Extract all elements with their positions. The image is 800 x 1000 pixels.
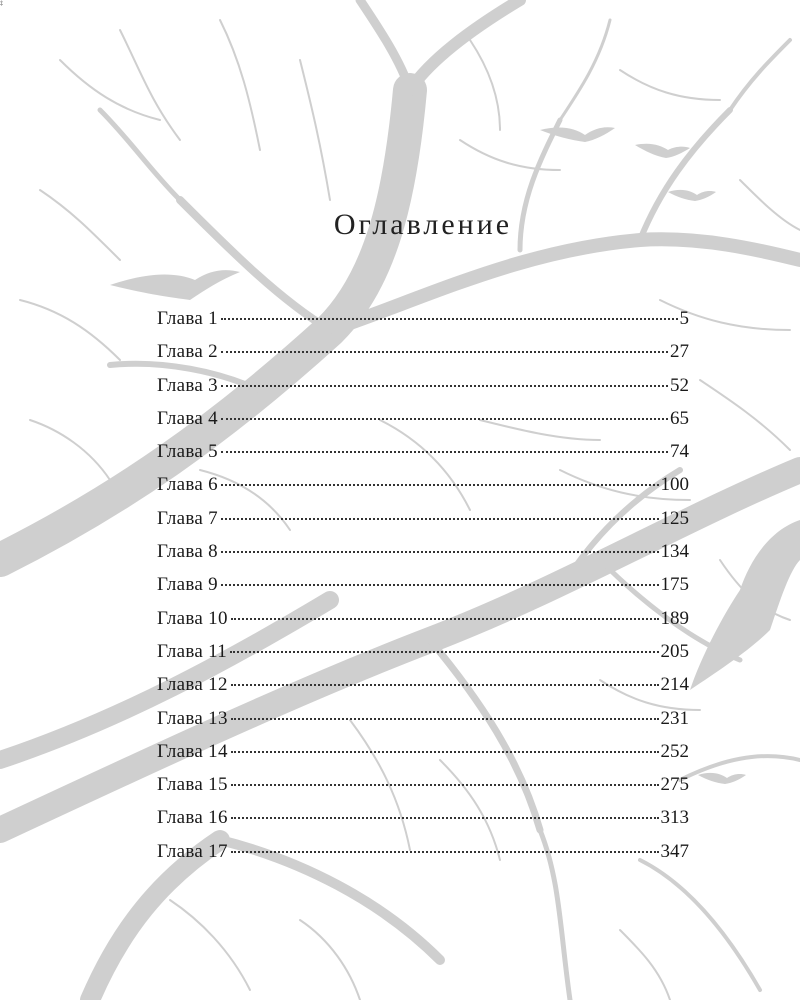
toc-entry-label: Глава 15 <box>157 774 228 796</box>
toc-entry-page: 5 <box>679 308 689 329</box>
toc-entry-label: Глава 8 <box>157 541 218 563</box>
toc-entry-16[interactable] <box>157 801 689 834</box>
toc-entry-5[interactable] <box>157 435 689 468</box>
toc-entry-label: Глава 11 <box>157 640 228 662</box>
toc-leader-dots <box>231 784 659 786</box>
toc-entry-label: Глава 12 <box>157 674 228 696</box>
toc-entry-page: 205 <box>660 640 689 662</box>
toc-entry-15[interactable] <box>157 768 689 801</box>
toc-entry-12[interactable] <box>157 668 689 701</box>
toc-entry-11[interactable] <box>157 635 689 668</box>
toc-entry-page: 347 <box>660 840 689 862</box>
toc-entry-10[interactable] <box>157 602 689 635</box>
toc-leader-dots <box>230 651 658 653</box>
toc-entry-page: 275 <box>660 774 689 796</box>
toc-entry-label: Глава 4 <box>157 407 218 429</box>
toc-entry-page: 231 <box>660 707 689 729</box>
toc-entry-label: Глава 10 <box>157 607 228 629</box>
toc-entry-17[interactable] <box>157 835 689 868</box>
toc-entry-label: Глава 9 <box>157 574 218 596</box>
toc-leader-dots <box>221 351 668 353</box>
page-title: Оглавление <box>333 208 513 241</box>
toc-leader-dots <box>231 851 659 853</box>
toc-leader-dots <box>221 484 659 486</box>
toc-leader-dots <box>231 718 659 720</box>
toc-leader-dots <box>221 451 668 453</box>
toc-entry-7[interactable] <box>157 502 689 535</box>
toc-entry-13[interactable] <box>157 702 689 735</box>
toc-entry-page: 214 <box>660 674 689 696</box>
toc-entry-label: Глава 16 <box>157 807 228 829</box>
toc-entry-2[interactable] <box>157 335 689 368</box>
toc-leader-dots <box>221 518 659 520</box>
toc-entry-label: Глава 5 <box>157 441 218 463</box>
toc-leader-dots <box>231 817 659 819</box>
toc-entry-label: Глава 17 <box>157 840 228 862</box>
toc-entry-label: Глава 1 <box>157 308 218 329</box>
toc-entry-page: 27 <box>670 341 689 363</box>
toc-entry-page: 189 <box>660 607 689 629</box>
toc-entry-page: 125 <box>660 507 689 529</box>
toc-entry-page: 52 <box>670 374 689 396</box>
toc-leader-dots <box>221 551 659 553</box>
toc-leader-dots <box>221 584 659 586</box>
toc-entry-3[interactable] <box>157 369 689 402</box>
toc-entry-label: Глава 2 <box>157 341 218 363</box>
toc-entry-page: 65 <box>670 407 689 429</box>
table-of-contents <box>157 302 689 868</box>
toc-entry-label: Глава 14 <box>157 740 228 762</box>
toc-leader-dots <box>231 684 659 686</box>
toc-entry-page: 74 <box>670 441 689 463</box>
toc-entry-page: 313 <box>660 807 689 829</box>
toc-entry-8[interactable] <box>157 535 689 568</box>
toc-entry-1[interactable] <box>157 302 689 335</box>
toc-leader-dots <box>221 385 668 387</box>
toc-entry-page: 100 <box>660 474 689 496</box>
toc-entry-page: 175 <box>660 574 689 596</box>
toc-entry-page: 134 <box>660 541 689 563</box>
toc-leader-dots <box>231 751 659 753</box>
toc-entry-label: Глава 6 <box>157 474 218 496</box>
toc-entry-14[interactable] <box>157 735 689 768</box>
toc-entry-label: Глава 13 <box>157 707 228 729</box>
toc-entry-page: 252 <box>660 740 689 762</box>
toc-leader-dots <box>221 318 678 320</box>
toc-entry-9[interactable] <box>157 568 689 601</box>
corner-mark: ‡ <box>0 1 3 7</box>
toc-leader-dots <box>231 618 659 620</box>
toc-entry-4[interactable] <box>157 402 689 435</box>
toc-entry-6[interactable] <box>157 468 689 501</box>
toc-leader-dots <box>221 418 668 420</box>
toc-entry-label: Глава 7 <box>157 507 218 529</box>
toc-entry-label: Глава 3 <box>157 374 218 396</box>
